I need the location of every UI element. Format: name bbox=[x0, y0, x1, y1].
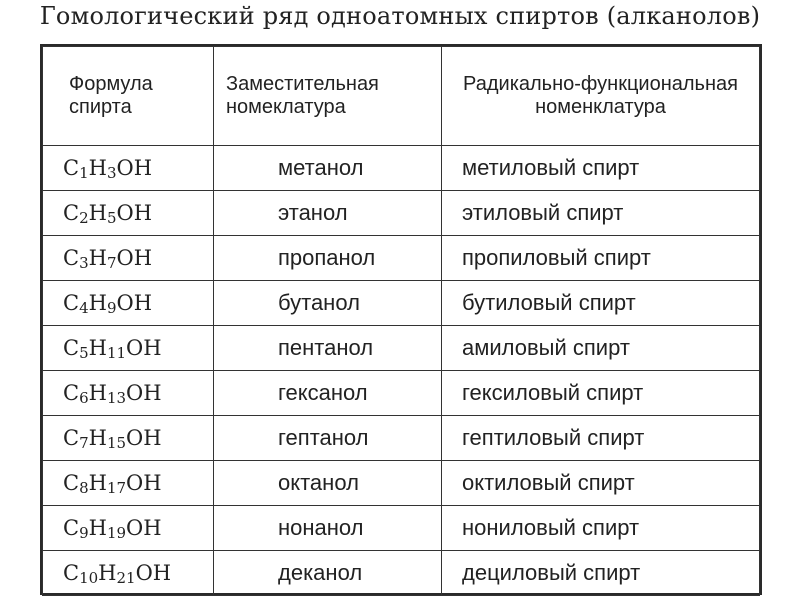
page-title: Гомологический ряд одноатомных спиртов (алканолов) bbox=[39, 2, 761, 30]
table-row bbox=[43, 326, 760, 371]
substitutive-name-cell: деканол bbox=[214, 551, 442, 596]
formula-subscript: 8 bbox=[79, 479, 89, 497]
formula-subscript: 3 bbox=[106, 164, 117, 182]
formula-subscript: 6 bbox=[79, 389, 89, 407]
table-row bbox=[43, 281, 760, 326]
radical-name-cell: дециловый спирт bbox=[442, 551, 760, 596]
formula-subscript: 15 bbox=[106, 434, 127, 452]
substitutive-name-cell: этанол bbox=[214, 191, 442, 236]
radical-name-cell: метиловый спирт bbox=[442, 146, 760, 191]
formula-cell: $C_5H_{11}OH$ bbox=[43, 326, 214, 371]
substitutive-name-cell: гексанол bbox=[214, 371, 442, 416]
formula-cell: $C_{10}H_{21}OH$ bbox=[43, 551, 214, 596]
formula-cell: $C_7H_{15}OH$ bbox=[43, 416, 214, 461]
radical-name-cell: амиловый спирт bbox=[442, 326, 760, 371]
homologous-series-table bbox=[40, 44, 762, 595]
radical-name-cell: гептиловый спирт bbox=[442, 416, 760, 461]
formula-subscript: 5 bbox=[79, 344, 89, 362]
header-formula: Формула спирта bbox=[43, 47, 214, 146]
table-row bbox=[43, 551, 760, 596]
formula-cell: $C_2H_5OH$ bbox=[43, 191, 214, 236]
header-substitutive: Заместительная номеклатура bbox=[214, 47, 442, 146]
formula-subscript: 10 bbox=[79, 569, 99, 587]
table-row bbox=[43, 371, 760, 416]
formula-subscript: 7 bbox=[106, 254, 117, 272]
table-header-row bbox=[43, 47, 760, 146]
formula-subscript: 19 bbox=[106, 524, 127, 542]
formula-cell: $C_3H_7OH$ bbox=[43, 236, 214, 281]
formula-subscript: 9 bbox=[106, 299, 117, 317]
table-row bbox=[43, 236, 760, 281]
formula-cell: $C_9H_{19}OH$ bbox=[43, 506, 214, 551]
formula-subscript: 5 bbox=[106, 209, 117, 227]
formula-cell: $C_1H_3OH$ bbox=[43, 146, 214, 191]
radical-name-cell: гексиловый спирт bbox=[442, 371, 760, 416]
substitutive-name-cell: метанол bbox=[214, 146, 442, 191]
table-row bbox=[43, 461, 760, 506]
table-row bbox=[43, 506, 760, 551]
formula-subscript: 11 bbox=[106, 344, 127, 362]
formula-subscript: 2 bbox=[79, 209, 89, 227]
formula-subscript: 3 bbox=[79, 254, 89, 272]
alcohols-table bbox=[42, 46, 760, 596]
radical-name-cell: октиловый спирт bbox=[442, 461, 760, 506]
radical-name-cell: нониловый спирт bbox=[442, 506, 760, 551]
formula-subscript: 7 bbox=[79, 434, 89, 452]
formula-subscript: 4 bbox=[79, 299, 89, 317]
formula-subscript: 1 bbox=[79, 164, 89, 182]
radical-name-cell: этиловый спирт bbox=[442, 191, 760, 236]
header-radical: Радикально-функциональная номенклатура bbox=[442, 47, 760, 146]
substitutive-name-cell: нонанол bbox=[214, 506, 442, 551]
table-row bbox=[43, 146, 760, 191]
table-row bbox=[43, 191, 760, 236]
formula-subscript: 13 bbox=[106, 389, 127, 407]
formula-subscript: 9 bbox=[79, 524, 89, 542]
formula-cell: $C_8H_{17}OH$ bbox=[43, 461, 214, 506]
substitutive-name-cell: пентанол bbox=[214, 326, 442, 371]
substitutive-name-cell: пропанол bbox=[214, 236, 442, 281]
radical-name-cell: пропиловый спирт bbox=[442, 236, 760, 281]
formula-subscript: 17 bbox=[106, 479, 127, 497]
table-row bbox=[43, 416, 760, 461]
formula-cell: $C_6H_{13}OH$ bbox=[43, 371, 214, 416]
substitutive-name-cell: гептанол bbox=[214, 416, 442, 461]
substitutive-name-cell: бутанол bbox=[214, 281, 442, 326]
formula-cell: $C_4H_9OH$ bbox=[43, 281, 214, 326]
formula-subscript: 21 bbox=[116, 569, 136, 587]
substitutive-name-cell: октанол bbox=[214, 461, 442, 506]
radical-name-cell: бутиловый спирт bbox=[442, 281, 760, 326]
